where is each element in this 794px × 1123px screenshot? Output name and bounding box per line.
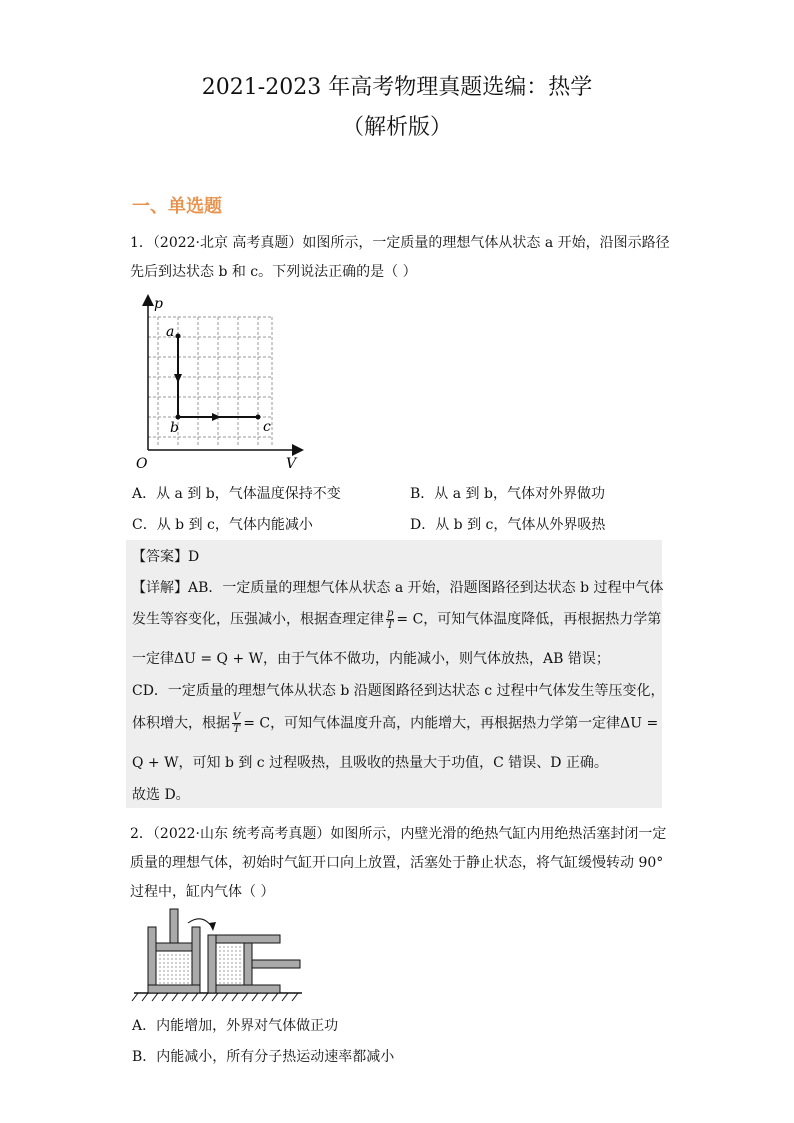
- question-2-line-2: 质量的理想气体，初始时气缸开口向上放置，活塞处于静止状态，将气缸缓慢转动 90°: [130, 855, 664, 871]
- origin-label: O: [136, 456, 148, 472]
- axis-label-p: p: [154, 296, 163, 312]
- option-a[interactable]: A．从 a 到 b，气体温度保持不变: [132, 486, 341, 502]
- piston-rotated: [244, 943, 252, 985]
- question-1-line-1: 1．（2022·北京 高考真题）如图所示，一定质量的理想气体从状态 a 开始，沿图示路径: [130, 235, 670, 251]
- cylinder-rotated: [208, 935, 300, 993]
- question-1-line-2: 先后到达状态 b 和 c。下列说法正确的是（ ）: [130, 264, 417, 280]
- detail-line-1: 【详解】AB．一定质量的理想气体从状态 a 开始，沿题图路径到达状态 b 过程中气体: [132, 580, 664, 596]
- question-2-line-3: 过程中，缸内气体（ ）: [130, 884, 275, 900]
- detail-line-5: 体积增大，根据 $\frac{V}{T}$ = C，可知气体温度升高，内能增大，再根据热力学第一定律ΔU =: [132, 712, 659, 735]
- state-label-a: a: [166, 324, 175, 340]
- detail-line-3: 一定律ΔU = Q + W，由于气体不做功，内能减小，则气体放热，AB 错误；: [132, 651, 610, 667]
- detail-line-2: 发生等容变化，压强减小，根据查理定律 $\frac{p}{T}$ = C，可知气体温度降低，再根据热力学第: [132, 608, 662, 631]
- arrow-down-icon: [174, 374, 182, 383]
- piston-rod-upright: [170, 909, 178, 943]
- page-subtitle: （解析版）: [341, 115, 452, 140]
- ground: [132, 993, 302, 1001]
- q2-option-b[interactable]: B．内能减小，所有分子热运动速率都减小: [132, 1049, 395, 1065]
- point-c: [256, 415, 261, 420]
- detail-line-7: 故选 D。: [132, 787, 190, 803]
- detail-line-4: CD．一定质量的理想气体从状态 b 沿题图路径到达状态 c 过程中气体发生等压变化，: [132, 683, 665, 699]
- arrow-right-icon: [212, 413, 221, 421]
- option-d[interactable]: D．从 b 到 c，气体从外界吸热: [410, 517, 606, 533]
- piston-rod-rotated: [252, 960, 300, 968]
- state-label-c: c: [263, 419, 271, 435]
- q2-option-a[interactable]: A．内能增加，外界对气体做正功: [132, 1018, 339, 1034]
- detail-line-6: Q + W，可知 b 到 c 过程吸热，且吸收的热量大于功值，C 错误、D 正确。: [132, 755, 608, 771]
- fraction-p-over-t: $\frac{p}{T}$: [386, 608, 394, 631]
- section-heading: 一、单选题: [132, 196, 222, 217]
- answer-text: 【答案】D: [132, 549, 200, 565]
- point-b: [176, 415, 181, 420]
- option-b[interactable]: B．从 a 到 b，气体对外界做功: [410, 486, 605, 502]
- question-2-line-1: 2．（2022·山东 统考高考真题）如图所示，内壁光滑的绝热气缸内用绝热活塞封闭一定: [130, 826, 667, 842]
- option-c[interactable]: C．从 b 到 c，气体内能减小: [132, 517, 313, 533]
- state-label-b: b: [170, 420, 179, 436]
- fraction-v-over-t: $\frac{V}{T}$: [233, 712, 241, 735]
- piston-upright: [156, 943, 192, 951]
- rotation-arrow: [188, 919, 212, 927]
- point-a: [176, 334, 181, 339]
- arrow-curve-icon: [209, 922, 216, 931]
- cylinder-diagram: [130, 905, 310, 1003]
- cylinder-upright: [148, 909, 200, 993]
- axis-label-v: V: [286, 456, 297, 472]
- pv-diagram: [130, 292, 310, 472]
- page-title: 2021-2023 年高考物理真题选编：热学: [201, 75, 593, 100]
